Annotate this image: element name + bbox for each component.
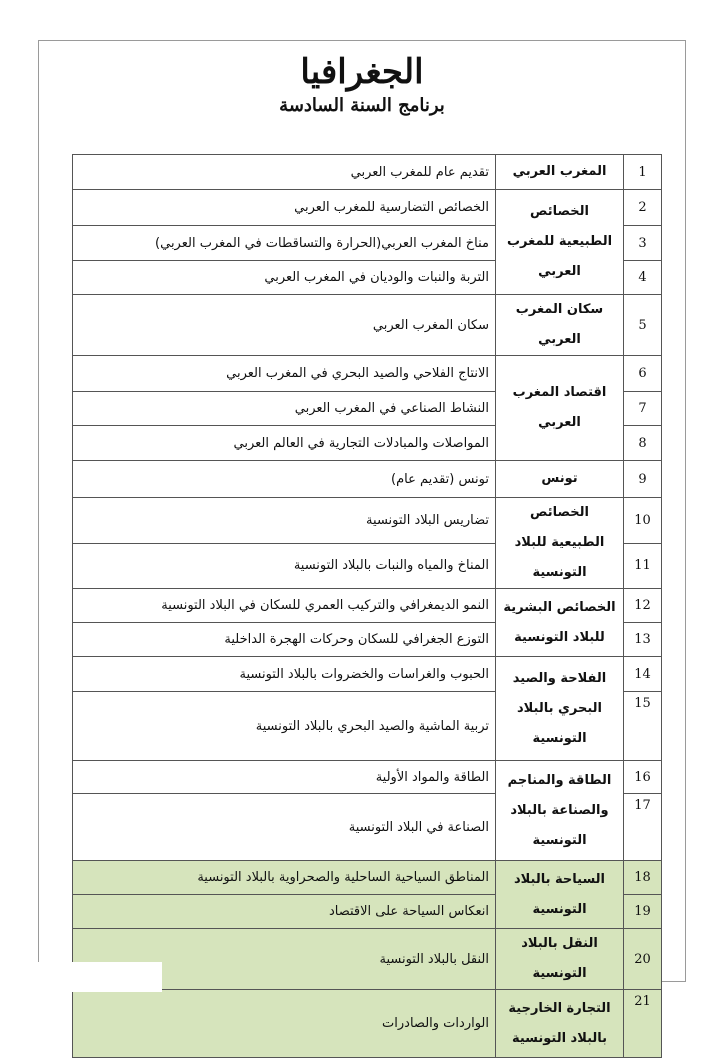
row-number: 10 xyxy=(624,498,662,544)
topic-cell: الخصائص البشرية للبلاد التونسية xyxy=(496,589,624,657)
row-number: 6 xyxy=(624,356,662,392)
row-number: 8 xyxy=(624,426,662,461)
lesson-cell: انعكاس السياحة على الاقتصاد xyxy=(73,895,496,929)
topic-cell: السياحة بالبلاد التونسية xyxy=(496,861,624,929)
lesson-cell: تونس (تقديم عام) xyxy=(73,461,496,498)
row-number: 19 xyxy=(624,895,662,929)
lesson-cell: الانتاج الفلاحي والصيد البحري في المغرب العربي xyxy=(73,356,496,392)
lesson-cell: المواصلات والمبادلات التجارية في العالم العربي xyxy=(73,426,496,461)
row-number: 16 xyxy=(624,761,662,794)
lesson-cell: تقديم عام للمغرب العربي xyxy=(73,155,496,190)
topic-cell: التجارة الخارجية بالبلاد التونسية xyxy=(496,990,624,1058)
table-row xyxy=(73,155,662,190)
lesson-cell: الواردات والصادرات xyxy=(73,990,496,1058)
topic-cell: سكان المغرب العربي xyxy=(496,295,624,356)
row-number: 5 xyxy=(624,295,662,356)
row-number: 9 xyxy=(624,461,662,498)
table-row xyxy=(73,295,662,356)
topic-cell: الخصائص الطبيعية للمغرب العربي xyxy=(496,190,624,295)
lesson-cell: التربة والنبات والوديان في المغرب العربي xyxy=(73,261,496,295)
row-number: 11 xyxy=(624,543,662,589)
row-number: 20 xyxy=(624,929,662,990)
topic-cell: تونس xyxy=(496,461,624,498)
table-row xyxy=(73,356,662,392)
lesson-cell: الطاقة والمواد الأولية xyxy=(73,761,496,794)
page-subtitle: برنامج السنة السادسة xyxy=(279,95,445,116)
lesson-cell: سكان المغرب العربي xyxy=(73,295,496,356)
row-number: 13 xyxy=(624,623,662,657)
page-title: الجغرافيا xyxy=(300,52,424,92)
lesson-cell: المناخ والمياه والنبات بالبلاد التونسية xyxy=(73,543,496,589)
row-number: 12 xyxy=(624,589,662,623)
table-row xyxy=(73,657,662,692)
row-number: 3 xyxy=(624,226,662,261)
row-number: 21 xyxy=(624,990,662,1058)
lesson-cell: تضاريس البلاد التونسية xyxy=(73,498,496,544)
topic-cell: المغرب العربي xyxy=(496,155,624,190)
row-number: 2 xyxy=(624,190,662,226)
lesson-cell: الصناعة في البلاد التونسية xyxy=(73,794,496,861)
row-number: 15 xyxy=(624,692,662,761)
row-number: 1 xyxy=(624,155,662,190)
lesson-cell: مناخ المغرب العربي(الحرارة والتساقطات في المغرب العربي) xyxy=(73,226,496,261)
row-number: 17 xyxy=(624,794,662,861)
topic-cell: الخصائص الطبيعية للبلاد التونسية xyxy=(496,498,624,589)
program-table xyxy=(72,154,662,1058)
lesson-cell: النمو الديمغرافي والتركيب العمري للسكان في البلاد التونسية xyxy=(73,589,496,623)
white-patch xyxy=(30,962,162,992)
lesson-cell: الحبوب والغراسات والخضروات بالبلاد التونسية xyxy=(73,657,496,692)
lesson-cell: التوزع الجغرافي للسكان وحركات الهجرة الداخلية xyxy=(73,623,496,657)
table-row xyxy=(73,498,662,544)
row-number: 18 xyxy=(624,861,662,895)
lesson-cell: النشاط الصناعي في المغرب العربي xyxy=(73,392,496,426)
lesson-cell: المناطق السياحية الساحلية والصحراوية بالبلاد التونسية xyxy=(73,861,496,895)
row-number: 14 xyxy=(624,657,662,692)
table-row xyxy=(73,190,662,226)
table-row xyxy=(73,761,662,794)
lesson-cell: الخصائص التضارسية للمغرب العربي xyxy=(73,190,496,226)
table-row xyxy=(73,861,662,895)
table-row xyxy=(73,589,662,623)
topic-cell: الطاقة والمناجم والصناعة بالبلاد التونسية xyxy=(496,761,624,861)
topic-cell: الفلاحة والصيد البحري بالبلاد التونسية xyxy=(496,657,624,761)
table-row xyxy=(73,461,662,498)
topic-cell: النقل بالبلاد التونسية xyxy=(496,929,624,990)
row-number: 4 xyxy=(624,261,662,295)
topic-cell: اقتصاد المغرب العربي xyxy=(496,356,624,461)
lesson-cell: تربية الماشية والصيد البحري بالبلاد التونسية xyxy=(73,692,496,761)
row-number: 7 xyxy=(624,392,662,426)
lesson-cell: النقل بالبلاد التونسية xyxy=(73,929,496,990)
